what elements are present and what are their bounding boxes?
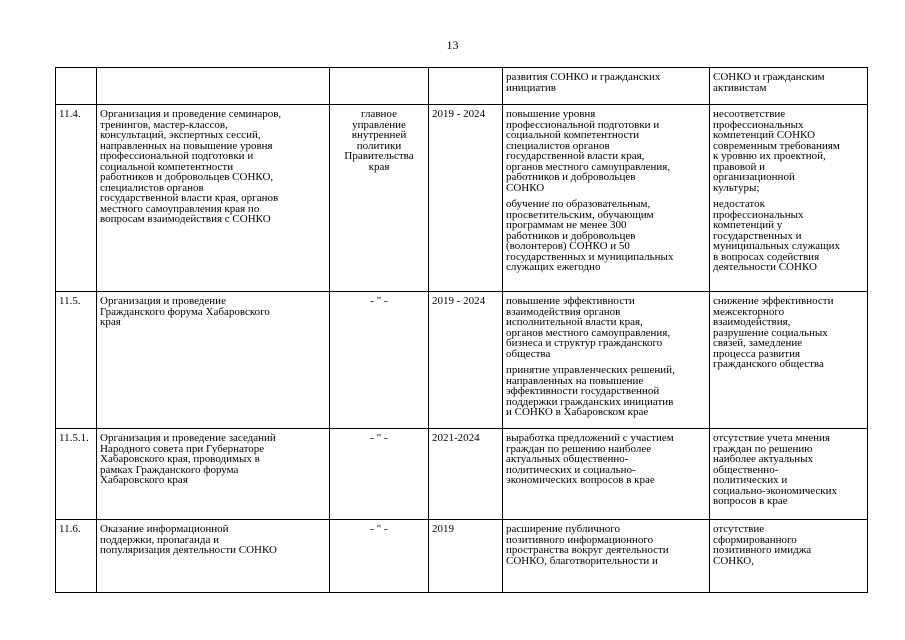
item-number-cell [56, 292, 97, 429]
cell-line: местного самоуправления края по [100, 202, 260, 215]
cell-line: компетенций у [713, 219, 783, 231]
cell-line: Оказание информационной [100, 523, 229, 535]
table-row [56, 105, 868, 292]
result-text [506, 294, 706, 418]
cell-line: несоответствие [713, 108, 786, 120]
cell-line: развития СОНКО и гражданских [506, 71, 661, 83]
cell-line: работников и добровольцев [506, 229, 636, 242]
table-row [56, 68, 868, 105]
cell-line: процесса развития [713, 347, 801, 360]
cell-line: наиболее актуальных [713, 453, 813, 465]
cell-line: организационной [713, 171, 795, 183]
responsible-cell [330, 105, 429, 292]
cell-line: повышение эффективности [506, 295, 635, 307]
item-number: 11.5.1. [59, 432, 89, 444]
action-cell [97, 520, 330, 593]
action-cell [97, 105, 330, 292]
cell-line: пространства вокруг деятельности [506, 544, 669, 556]
action-cell [97, 68, 330, 105]
result-text [506, 107, 706, 273]
cell-line: профессиональной подготовки и [506, 118, 660, 131]
cell-line: специалистов органов [506, 139, 610, 152]
cell-line: экономических вопросов в крае [506, 474, 655, 486]
cell-line: рамках Гражданского форума [100, 463, 239, 476]
cell-line: принятие управленческих решений, [506, 364, 675, 376]
cell-line: государственных и муниципальных [506, 250, 674, 263]
cell-line: исполнительной власти края, [506, 316, 643, 328]
responsible-cell [330, 520, 429, 593]
result-cell [503, 68, 710, 105]
cell-line: межсекторного [713, 305, 785, 318]
cell-line: СОНКО [506, 181, 545, 194]
action-text [100, 107, 326, 225]
responsible-text [333, 294, 425, 307]
risk-text [713, 70, 864, 93]
cell-line: граждан по решению [713, 442, 813, 455]
risk-cell [710, 429, 868, 520]
cell-line: управление [352, 118, 406, 131]
item-number: 11.5. [59, 295, 81, 307]
cell-line: позитивного информационного [506, 533, 654, 546]
cell-line: Правительства [344, 150, 414, 162]
action-cell [97, 292, 330, 429]
action-text [100, 70, 326, 72]
cell-line: государственных и [713, 229, 802, 242]
cell-line: органов местного самоуправления, [506, 160, 671, 173]
cell-line: Народного совета при Губернаторе [100, 442, 265, 455]
cell-line: эффективности государственной [506, 385, 660, 397]
action-text [100, 522, 326, 556]
cell-line: направленных на повышение уровня [100, 139, 273, 152]
period-cell [429, 68, 503, 105]
item-number-cell [56, 520, 97, 593]
period-cell [429, 520, 503, 593]
cell-line: недостаток [713, 198, 765, 210]
cell-line: обучение по образовательным, [506, 198, 651, 210]
cell-line: сформированного [713, 533, 797, 546]
cell-line: деятельности СОНКО [713, 261, 817, 273]
period-cell [429, 429, 503, 520]
risk-cell [710, 68, 868, 105]
cell-line: вопросов в крае [713, 495, 788, 507]
risk-text [713, 294, 864, 370]
cell-line: специалистов органов [100, 181, 204, 194]
cell-line: социальной компетентности [100, 160, 234, 173]
cell-line: связей, замедление [713, 337, 803, 349]
cell-line: (волонтеров) СОНКО и 50 [506, 240, 630, 252]
cell-line: отсутствие [713, 523, 765, 535]
period [432, 70, 499, 72]
cell-line: актуальных общественно- [506, 453, 629, 465]
period: 2019 - 2024 [432, 108, 486, 120]
item-number: 11.4. [59, 108, 81, 120]
period: 2021-2024 [432, 432, 480, 444]
table-row [56, 520, 868, 593]
item-number-cell [56, 105, 97, 292]
responsible-text [333, 431, 425, 444]
cell-line: края [100, 316, 121, 328]
responsible-text [333, 522, 425, 535]
cell-line: бизнеса и структур гражданского [506, 337, 663, 349]
cell-line: Хабаровского края, проводимых в [100, 453, 260, 465]
item-number-cell [56, 68, 97, 105]
cell-line: общества [506, 347, 551, 360]
responsible-cell [330, 429, 429, 520]
cell-line: работников и добровольцев [506, 171, 636, 183]
cell-line: и СОНКО в Хабаровском крае [506, 406, 649, 418]
cell-line: главное [361, 108, 397, 120]
cell-line: инициатив [506, 81, 556, 94]
cell-line: позитивного имиджа [713, 544, 812, 556]
cell-line: консультаций, экспертных сессий, [100, 129, 261, 141]
cell-line: просветительским, обучающим [506, 208, 654, 221]
cell-line: взаимодействия, [713, 316, 791, 328]
table-row [56, 292, 868, 429]
responsible-text [333, 107, 425, 172]
cell-line: политических и [713, 474, 788, 486]
cell-line: органов местного самоуправления, [506, 326, 671, 339]
action-cell [97, 429, 330, 520]
cell-line: Организация и проведение заседаний [100, 432, 276, 444]
cell-line: социально-экономических [713, 484, 838, 497]
cell-line: поддержки гражданских инициатив [506, 395, 674, 408]
cell-line: в вопросах содействия [713, 250, 820, 263]
cell-line: популяризация деятельности СОНКО [100, 544, 277, 556]
cell-line: - " - [370, 523, 388, 535]
cell-line: снижение эффективности [713, 295, 834, 307]
cell-line: культуры; [713, 181, 760, 194]
responsible-cell [330, 68, 429, 105]
result-cell [503, 429, 710, 520]
cell-line: Организация и проведение семинаров, [100, 108, 282, 120]
cell-line: профессиональной подготовки и [100, 150, 254, 162]
item-number-cell [56, 429, 97, 520]
action-text [100, 431, 326, 486]
cell-line: отсутствие учета мнения [713, 432, 830, 444]
cell-line: направленных на повышение [506, 374, 644, 387]
cell-line: вопросам взаимодействия с СОНКО [100, 213, 271, 225]
cell-line: муниципальных служащих [713, 240, 840, 252]
cell-line: выработка предложений с участием [506, 432, 674, 444]
table-row [56, 429, 868, 520]
cell-line: активистам [713, 81, 767, 94]
cell-line: Гражданского форума Хабаровского [100, 305, 270, 318]
cell-line: СОНКО, [713, 554, 754, 567]
cell-line: поддержки, пропаганда и [100, 533, 220, 546]
result-text [506, 431, 706, 486]
cell-line: внутренней [351, 129, 407, 141]
measures-table [55, 67, 868, 593]
cell-line: работников и добровольцев СОНКО, [100, 171, 274, 183]
cell-line: - " - [370, 432, 388, 444]
cell-line: профессиональных [713, 208, 804, 221]
cell-line: СОНКО и гражданским [713, 71, 825, 83]
cell-line: служащих ежегодно [506, 261, 601, 273]
risk-cell [710, 292, 868, 429]
cell-line: Хабаровского края [100, 474, 188, 486]
action-text [100, 294, 326, 328]
result-cell [503, 105, 710, 292]
responsible-text [333, 70, 425, 72]
cell-line: общественно- [713, 463, 779, 476]
cell-line: социальной компетентности [506, 129, 640, 141]
result-cell [503, 292, 710, 429]
responsible-cell [330, 292, 429, 429]
result-text [506, 70, 706, 93]
cell-line: - " - [370, 295, 388, 307]
cell-line: СОНКО, благотворительности и [506, 554, 658, 567]
risk-cell [710, 105, 868, 292]
cell-line: граждан по решению наиболее [506, 442, 652, 455]
cell-line: государственной власти края, органов [100, 192, 279, 204]
page-number: 13 [446, 38, 459, 52]
result-text [506, 522, 706, 566]
cell-line: тренингов, мастер-классов, [100, 118, 228, 131]
cell-line: гражданского общества [713, 358, 824, 370]
cell-line: правовой и [713, 160, 766, 173]
cell-line: современным требованиям [713, 139, 840, 152]
cell-line: расширение публичного [506, 523, 621, 535]
risk-text [713, 431, 864, 507]
cell-line: края [368, 160, 390, 173]
cell-line: программам не менее 300 [506, 219, 627, 231]
cell-line: политических и социально- [506, 463, 636, 476]
period: 2019 [432, 523, 454, 535]
result-cell [503, 520, 710, 593]
cell-line: государственной власти края, [506, 150, 645, 162]
item-number [59, 70, 93, 72]
period-cell [429, 292, 503, 429]
cell-line: политики [356, 139, 402, 152]
cell-line: к уровню их проектной, [713, 150, 826, 162]
table-body [56, 68, 868, 593]
cell-line: разрушение социальных [713, 326, 828, 339]
cell-line: повышение уровня [506, 108, 596, 120]
period-cell [429, 105, 503, 292]
risk-cell [710, 520, 868, 593]
cell-line: взаимодействия органов [506, 305, 621, 318]
risk-text [713, 522, 864, 566]
period: 2019 - 2024 [432, 295, 486, 307]
cell-line: компетенций СОНКО [713, 129, 816, 141]
cell-line: профессиональных [713, 118, 804, 131]
item-number: 11.6. [59, 523, 81, 535]
cell-line: Организация и проведение [100, 295, 226, 307]
risk-text [713, 107, 864, 273]
